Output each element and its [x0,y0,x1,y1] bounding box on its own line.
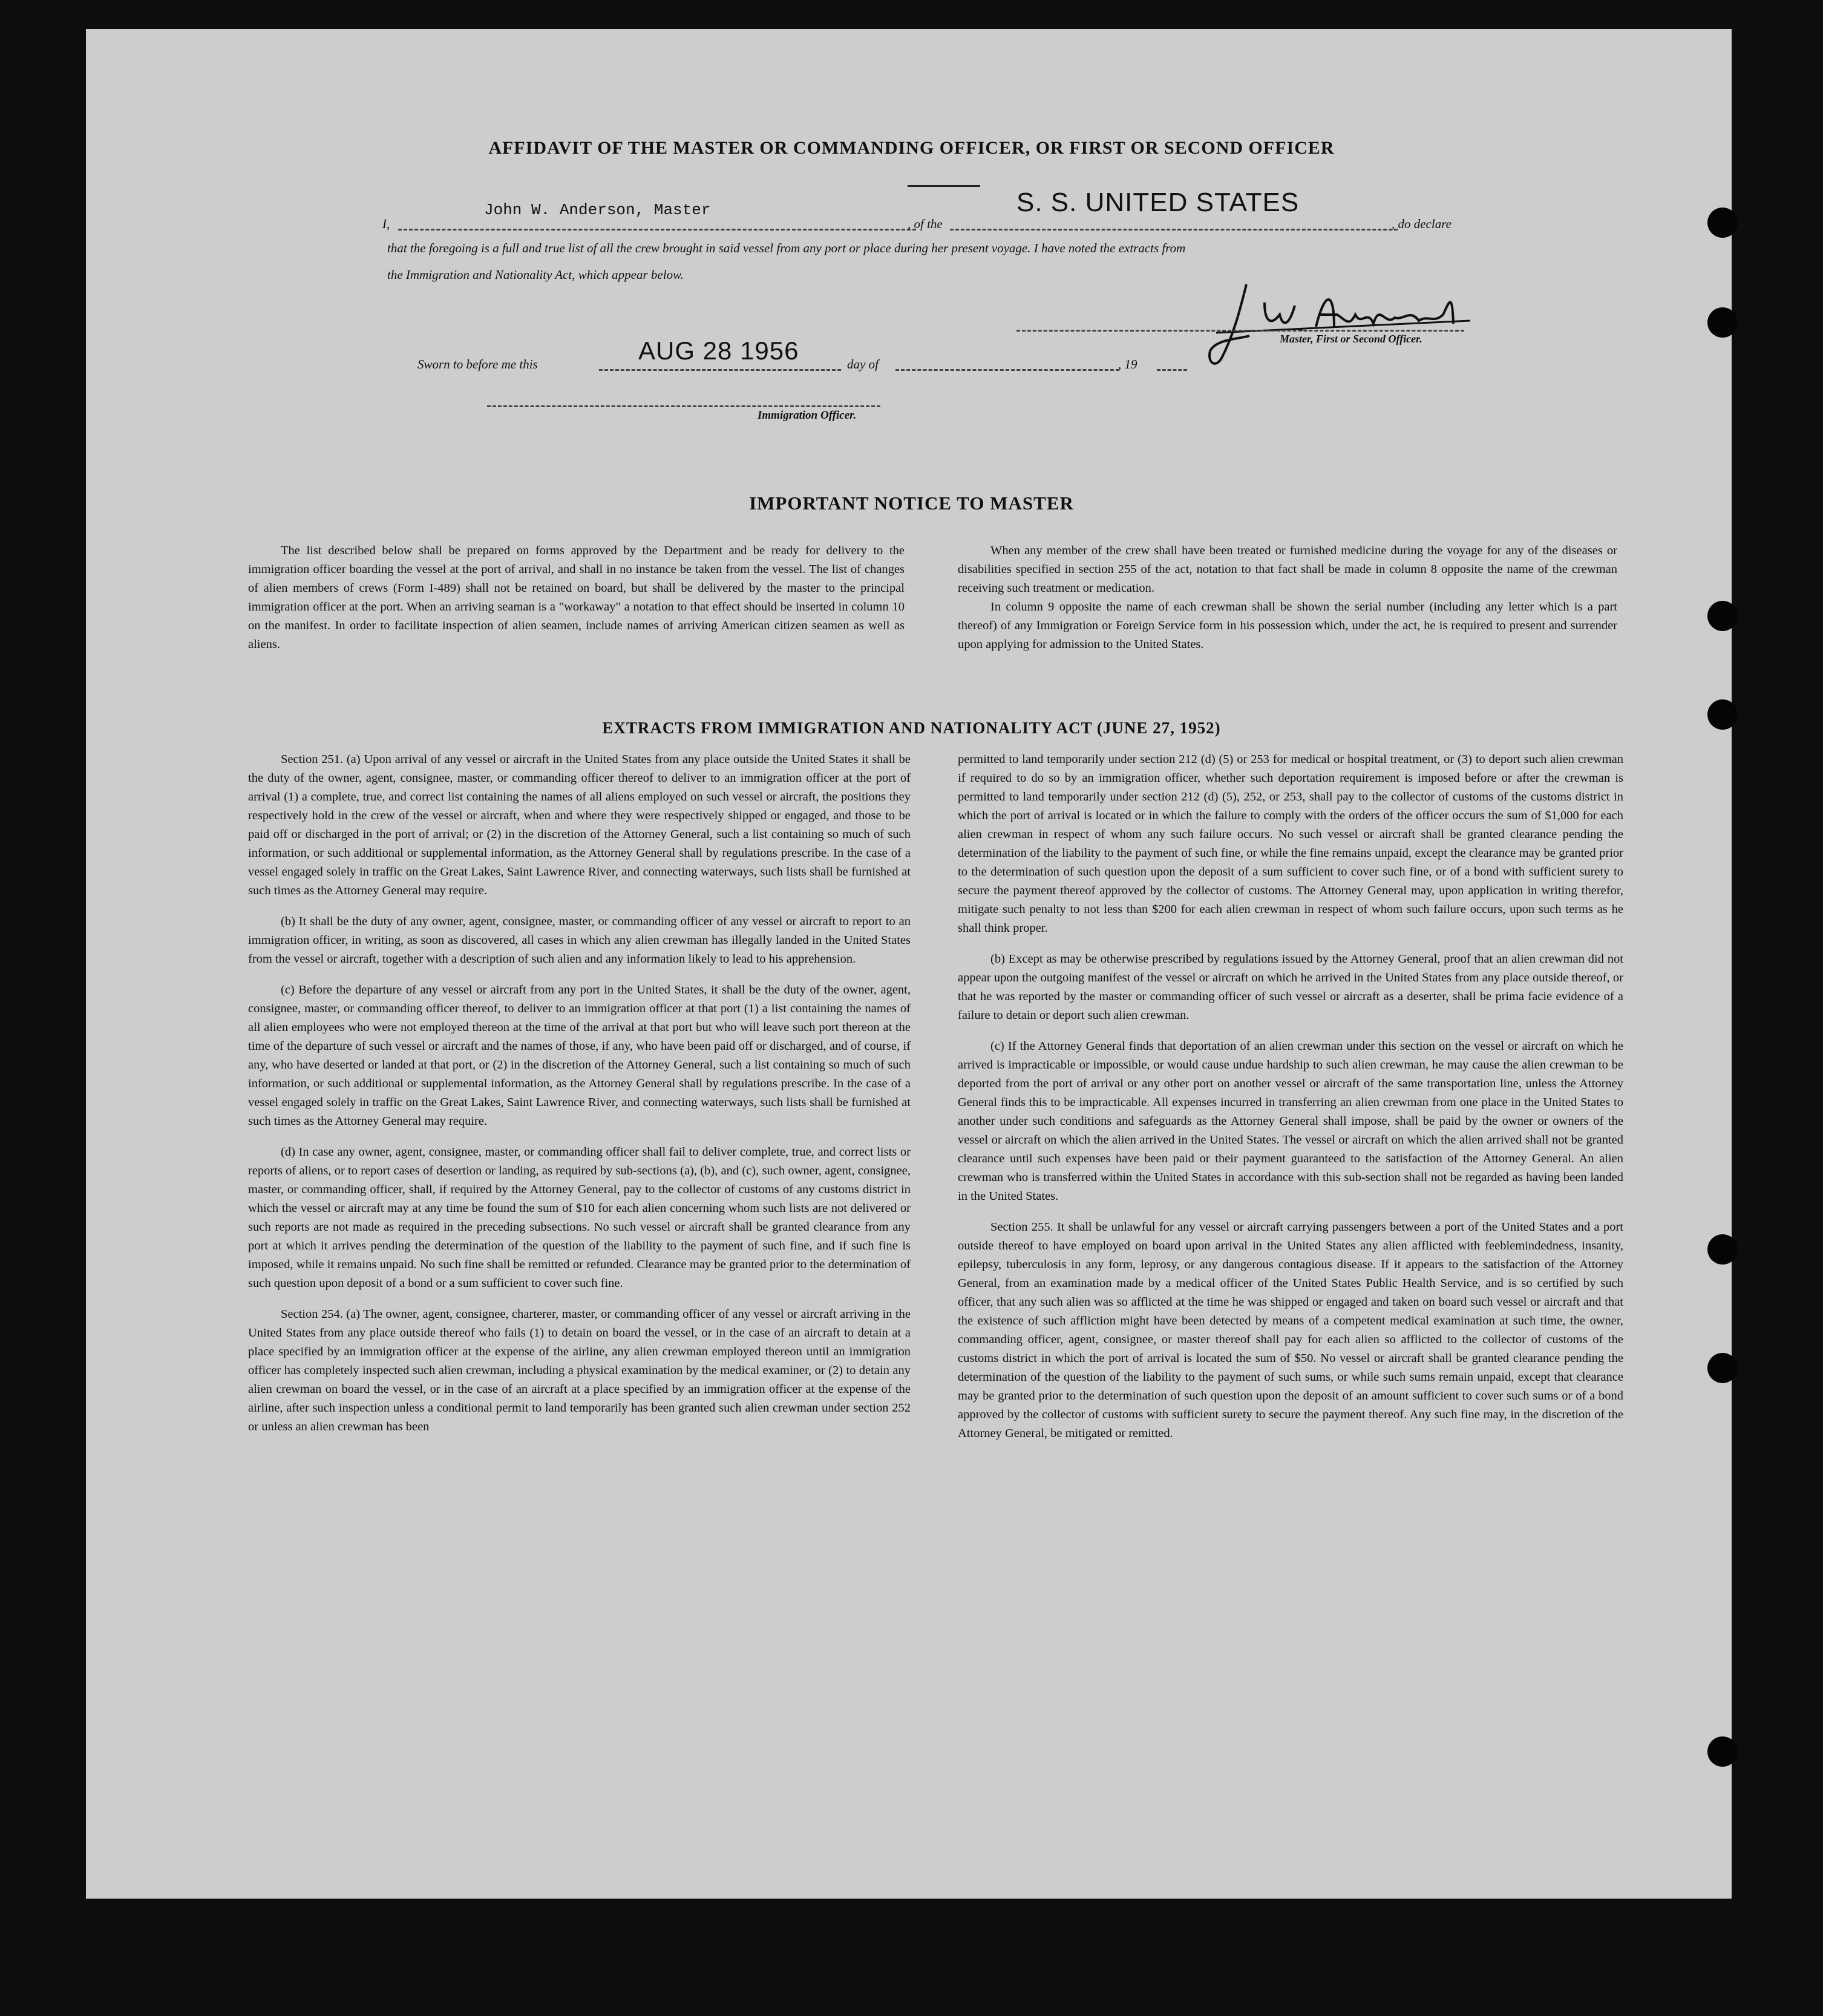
section-251-a: Section 251. (a) Upon arrival of any vessel or aircraft in the United States from any place outside the United States it shall be the duty of the owner, agent, consignee, master, or commanding officer thereof to deliver to an immigration officer at the port of arrival (1) a complete, true, and correct list containing the names of all aliens employed on such vessel or aircraft, the positions they respectively hold in the crew of the vessel or aircraft, when and where they were respectively shipped or engaged, and those to be paid off or discharged in the port of arrival; or (2) in the discretion of the Attorney General, such a list containing so much of such information, or such additional or supplemental information, as the Attorney General shall by regulations prescribe. In the case of a vessel engaged solely in traffic on the Great Lakes, Saint Lawrence River, and connecting waterways, such lists shall be furnished at such times as the Attorney General may require. [248,753,911,897]
affidavit-i: I, [382,217,390,231]
punch-hole [1707,601,1738,631]
notice-right-paragraph-2: In column 9 opposite the name of each crewman shall be shown the serial number (including any letter which is a part thereof) of any Immigration or Foreign Service form in his possession which, under the act, he is required to present and surrender upon applying for admission to the United States. [958,600,1617,651]
sworn-date-line [599,369,841,371]
section-251-b: (b) It shall be the duty of any owner, agent, consignee, master, or commanding officer of any vessel or aircraft to report to an immigration officer, in writing, as soon as discovered, all cases in which any alien crewman has illegally landed in the United States from the vessel or aircraft, together with a description of such alien and any information likely to lead to his apprehension. [248,915,911,966]
affidavit-title: AFFIDAVIT OF THE MASTER OR COMMANDING OFFICER, OR FIRST OR SECOND OFFICER [488,138,1335,158]
year-line [1157,369,1187,371]
declaration-line-1: that the foregoing is a full and true list of all the crew brought in said vessel from any port or place during her present voyage. I have noted the extracts from [387,241,1186,255]
sworn-date-stamp: AUG 28 1956 [638,336,799,365]
notice-left [248,542,905,666]
name-line [398,229,916,231]
vessel-line [950,229,1398,231]
month-line [895,369,1119,371]
day-of-label: day of [847,357,879,371]
officer-line [487,405,880,407]
punch-hole [1707,208,1738,238]
master-name: John W. Anderson, Master [484,201,711,219]
declaration-line-2: the Immigration and Nationality Act, which appear below. [387,267,684,282]
notice-right [958,542,1617,666]
notice-title: IMPORTANT NOTICE TO MASTER [749,493,1074,514]
section-254-b: (b) Except as may be otherwise prescribed by regulations issued by the Attorney General, proof that an alien crewman did not appear upon the outgoing manifest of the vessel or aircraft on which he arrived in the United States from any place outside thereof, or that he was reported by the master or commanding officer of such vessel or aircraft as a deserter, shall be prima facie evidence of a failure to detain or deport such alien crewman. [958,952,1623,1022]
do-declare-label: , do declare [1392,217,1452,231]
punch-hole [1707,307,1738,338]
of-the-label: , of the [908,217,943,231]
vessel-name: S. S. UNITED STATES [1016,188,1300,217]
section-254-a: Section 254. (a) The owner, agent, consignee, charterer, master, or commanding officer of any vessel or aircraft arriving in the United States from any place outside thereof who fails (1) to detain on board the vessel, or in the case of an aircraft to detain at a place specified by an immigration officer at the expense of the airline, any alien crewman employed thereon until an immigration officer has completely inspected such alien crewman, including a physical examination by the medical examiner, or (2) to detain any alien crewman on board the vessel, or in the case of an aircraft at a place specified by an immigration officer at the expense of the airline, after such inspection unless a conditional permit to land temporarily has been granted such alien crewman under section 252 or unless an alien crewman has been [248,1307,911,1433]
punch-hole [1707,1353,1738,1383]
notice-right-paragraph-1: When any member of the crew shall have been treated or furnished medicine during the voyage for any of the diseases or disabilities specified in section 255 of the act, notation to that fact shall be made in column 8 opposite the name of the crewman receiving such treatment or medication. [958,544,1617,595]
section-251-c: (c) Before the departure of any vessel or aircraft from any port in the United States, it shall be the duty of the owner, agent, consignee, master, or commanding officer thereof, to deliver to an immigration officer at that port (1) a list containing the names of all alien employees who were not employed thereon at the time of the arrival at that port but who will leave such port thereon at the time of the departure of such vessel or aircraft and the names of those, if any, who have been paid off or discharged, and of course, if any, who have deserted or landed at that port, or (2) in the discretion of the Attorney General, such a list containing so much of such information, or such additional or supplemental information, as the Attorney General shall by regulations prescribe. In the case of a vessel engaged solely in traffic on the Great Lakes, Saint Lawrence River, and connecting waterways, such lists shall be furnished at such times as the Attorney General may require. [248,983,911,1128]
master-signature [1204,278,1482,378]
sworn-label: Sworn to before me this [417,357,538,371]
immigration-officer-label: Immigration Officer. [758,409,857,422]
section-251-d: (d) In case any owner, agent, consignee, master, or commanding officer shall fail to deliver complete, true, and correct lists or reports of aliens, or to report cases of desertion or landing, as required by sub-sections (a), (b), and (c), such owner, agent, consignee, master, or commanding officer, shall, if required by the Attorney General, pay to the collector of customs of any customs district in which the vessel or aircraft may at any time be found the sum of $10 for each alien concerning whom such lists are not delivered or such reports are not made as required in the preceding subsections. No such vessel or aircraft shall be granted clearance from any port at which it arrives pending the determination of the question of the liability to the payment of such fine, and if such fine is imposed, while it remains unpaid. No such fine shall be remitted or refunded. Clearance may be granted prior to the determination of such question upon deposit of a bond or a sum sufficient to cover such fine. [248,1145,911,1290]
section-254-a-continued: permitted to land temporarily under section 212 (d) (5) or 253 for medical or hospital treatment, or (3) to deport such alien crewman if required to do so by an immigration officer, whether such deportation requirement is imposed before or after the crewman is permitted to land temporarily under section 212 (d) (5), 252, or 253, shall pay to the collector of customs of the customs district in which the port of arrival is located or in which the failure to comply with the orders of the officer occurs the sum of $1,000 for each alien crewman in respect of whom any such failure occurs. No such vessel or aircraft shall be granted clearance pending the determination of the liability to the payment of such fine, or while the fine remains unpaid, except the clearance may be granted prior to the determination of such question upon the deposit of a sum sufficient to cover such fine, or of a bond with sufficient surety to secure the payment thereof approved by the collector of customs. The Attorney General may, upon application in writing therefor, mitigate such penalty to not less than $200 for each alien crewman in respect of whom such failure occurs, upon such terms as he shall think proper. [958,753,1623,935]
section-254-c: (c) If the Attorney General finds that deportation of an alien crewman under this section on the vessel or aircraft on which he arrived is impracticable or impossible, or would cause undue hardship to such alien crewman, he may cause the alien crewman to be deported from the port of arrival or any other port on another vessel or aircraft of the same transportation line, unless the Attorney General finds this to be impracticable. All expenses incurred in transferring an alien crewman from one place in the United States to another under such conditions and safeguards as the Attorney General shall impose, shall be paid by the owner or owners of the vessel or aircraft on which the alien arrived in the United States. The vessel or aircraft on which the alien arrived shall not be granted clearance until such expenses have been paid or their payment guaranteed to the satisfaction of the Attorney General. An alien crewman who is transferred within the United States in accordance with this sub-section shall not be regarded as having been landed in the United States. [958,1039,1623,1203]
title-rule [908,185,980,187]
year-label: , 19 [1118,357,1137,371]
extracts-left-column [248,750,911,1448]
extracts-title: EXTRACTS FROM IMMIGRATION AND NATIONALITY ACT (JUNE 27, 1952) [602,719,1221,737]
signature-line [1016,330,1464,332]
punch-hole [1707,1234,1738,1265]
master-title-label: Master, First or Second Officer. [1280,333,1422,345]
punch-hole [1707,1736,1738,1767]
extracts-right-column [958,750,1623,1455]
notice-left-paragraph: The list described below shall be prepared on forms approved by the Department and be ready for delivery to the immigration officer boarding the vessel at the port of arrival, and shall in no instance be taken from the vessel. The list of changes of alien members of crews (Form I-489) shall not be retained on board, but shall be delivered by the master to the principal immigration officer at the port. When an arriving seaman is a "workaway" a notation to that effect should be inserted in column 10 on the manifest. In order to facilitate inspection of alien seamen, include names of arriving American citizen seamen as well as aliens. [248,544,905,651]
section-255: Section 255. It shall be unlawful for any vessel or aircraft carrying passengers between a port of the United States and a port outside thereof to have employed on board upon arrival in the United States any alien afflicted with feeblemindedness, insanity, epilepsy, tuberculosis in any form, leprosy, or any dangerous contagious disease. If it appears to the satisfaction of the Attorney General, from an examination made by a medical officer of the United States Public Health Service, and is so certified by such officer, that any such alien was so afflicted at the time he was shipped or engaged and taken on board such vessel or aircraft and that the existence of such affliction might have been detected by means of a competent medical examination at such time, the owner, commanding officer, agent, consignee, or master thereof shall pay for each alien so afflicted to the collector of customs of the customs district in which the port of arrival is located the sum of $50. No vessel or aircraft shall be granted clearance pending the determination of the question of the liability to the payment of such sums, or while such sums remain unpaid, except that clearance may be granted prior to the determination of such question upon the deposit of an amount sufficient to cover such sums or of a bond approved by the collector of customs with sufficient surety to secure the payment thereof. Any such fine may, in the discretion of the Attorney General, be mitigated or remitted. [958,1220,1623,1440]
